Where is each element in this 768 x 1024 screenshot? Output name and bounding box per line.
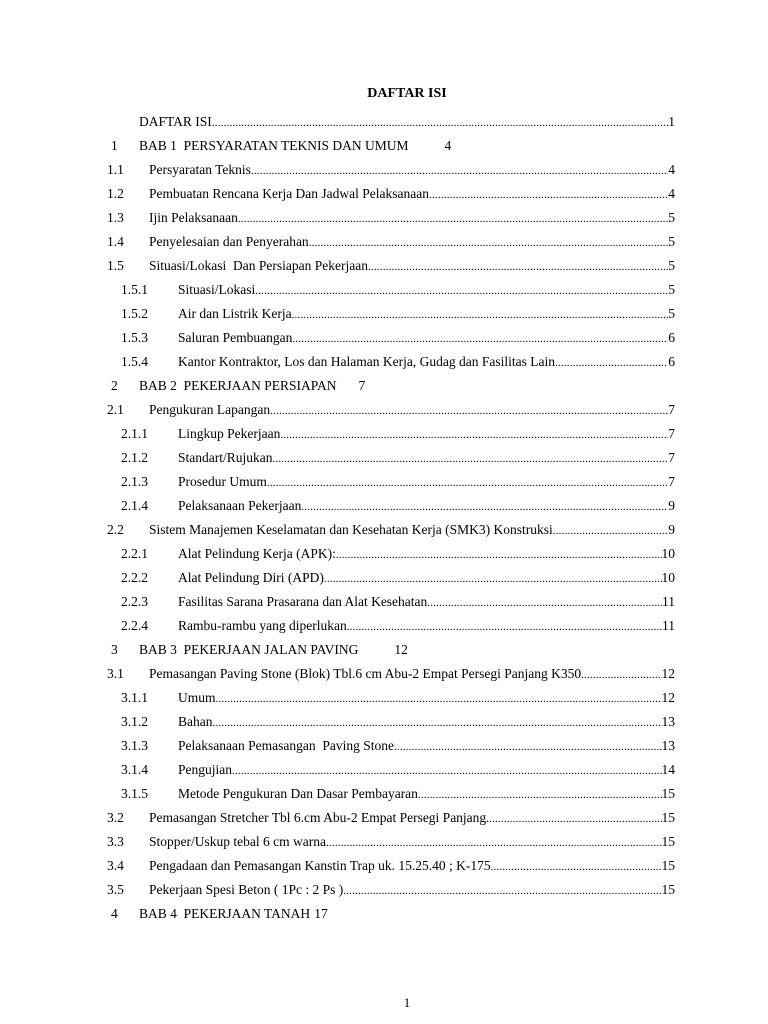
toc-number: 3.1.5 <box>121 786 148 801</box>
toc-entry[interactable] <box>0 400 768 420</box>
toc-number: 2.1.2 <box>121 450 148 465</box>
toc-title: Pembuatan Rencana Kerja Dan Jadwal Pelaksanaan <box>149 186 430 201</box>
toc-chapter[interactable] <box>0 904 768 924</box>
toc-page-number: 5 <box>668 234 675 249</box>
toc-number: 3.3 <box>107 834 124 849</box>
toc-number: 2.1.4 <box>121 498 148 513</box>
toc-title: Kantor Kontraktor, Los dan Halaman Kerja, Gudag dan Fasilitas Lain <box>178 354 555 369</box>
toc-number: 2.1.3 <box>121 474 148 489</box>
toc-page-number: 4 <box>668 162 675 177</box>
toc-title: Fasilitas Sarana Prasarana dan Alat Kesehatan <box>178 594 428 609</box>
toc-title: Alat Pelindung Kerja (APK): <box>178 546 336 561</box>
toc-number: 2 <box>111 378 118 393</box>
toc-chapter[interactable] <box>0 376 768 396</box>
toc-leader-dots <box>336 545 662 565</box>
toc-number: 3.1 <box>107 666 124 681</box>
toc-title: Lingkup Pekerjaan <box>178 426 281 441</box>
toc-page-number: 13 <box>661 738 675 753</box>
toc-chapter[interactable] <box>0 136 768 156</box>
toc-leader-dots <box>301 497 668 517</box>
toc-title: Umum <box>178 690 216 705</box>
toc-leader-dots <box>343 881 661 901</box>
toc-leader-dots <box>394 737 662 757</box>
toc-leader-dots <box>347 617 662 637</box>
toc-number: 1.4 <box>107 234 124 249</box>
toc-page-number: 13 <box>661 714 675 729</box>
toc-entry[interactable] <box>0 712 768 732</box>
toc-page-number: 15 <box>661 834 675 849</box>
toc-entry[interactable] <box>0 688 768 708</box>
toc-entry[interactable] <box>0 112 768 132</box>
toc-page-number: 6 <box>668 354 675 369</box>
toc-entry[interactable] <box>0 568 768 588</box>
toc-page-number: 4 <box>668 186 675 201</box>
toc-leader-dots <box>273 449 669 469</box>
toc-leader-dots <box>280 425 668 445</box>
toc-leader-dots <box>292 305 669 325</box>
toc-page-number: 7 <box>358 378 366 393</box>
toc-title: Standart/Rujukan <box>178 450 273 465</box>
toc-number: 1.2 <box>107 186 124 201</box>
toc-entry[interactable] <box>0 280 768 300</box>
toc-number: 1 <box>111 138 118 153</box>
toc-title: Pengujian <box>178 762 232 777</box>
toc-number: 2.2.1 <box>121 546 148 561</box>
toc-title: Situasi/Lokasi <box>178 282 256 297</box>
toc-entry[interactable] <box>0 544 768 564</box>
toc-title: Prosedur Umum <box>178 474 267 489</box>
toc-number: 2.2.2 <box>121 570 148 585</box>
toc-leader-dots <box>270 401 668 421</box>
toc-leader-dots <box>309 233 669 253</box>
toc-leader-dots <box>491 857 662 877</box>
toc-entry[interactable] <box>0 856 768 876</box>
toc-number: 1.5.4 <box>121 354 148 369</box>
toc-entry[interactable] <box>0 232 768 252</box>
toc-page-number: 5 <box>668 306 675 321</box>
toc-leader-dots <box>238 209 668 229</box>
toc-page-number: 7 <box>668 402 675 417</box>
toc-title: Pemasangan Paving Stone (Blok) Tbl.6 cm Abu-2 Empat Persegi Panjang K350 <box>149 666 582 681</box>
toc-page-number: 15 <box>661 858 675 873</box>
toc-leader-dots <box>555 353 668 373</box>
toc-leader-dots <box>368 257 668 277</box>
toc-number: 1.5 <box>107 258 124 273</box>
toc-number: 1.3 <box>107 210 124 225</box>
toc-page-number: 5 <box>668 258 675 273</box>
toc-entry[interactable] <box>0 352 768 372</box>
toc-number: 3.1.3 <box>121 738 148 753</box>
toc-page-number: 11 <box>662 618 675 633</box>
toc-number: 2.2.3 <box>121 594 148 609</box>
toc-number: 4 <box>111 906 118 921</box>
toc-entry[interactable] <box>0 616 768 636</box>
toc-number: 2.2 <box>107 522 124 537</box>
toc-page-number: 7 <box>668 426 675 441</box>
toc-title: Bahan <box>178 714 213 729</box>
toc-number: 3.1.4 <box>121 762 148 777</box>
toc-title: Metode Pengukuran Dan Dasar Pembayaran <box>178 786 418 801</box>
toc-title: Stopper/Uskup tebal 6 cm warna <box>149 834 326 849</box>
toc-entry[interactable] <box>0 448 768 468</box>
toc-number: 3.1.1 <box>121 690 148 705</box>
toc-page-number: 5 <box>668 282 675 297</box>
toc-title: Sistem Manajemen Keselamatan dan Kesehatan Kerja (SMK3) Konstruksi <box>149 522 553 537</box>
toc-entry[interactable] <box>0 760 768 780</box>
toc-page-number: 15 <box>661 882 675 897</box>
toc-page-number: 7 <box>668 450 675 465</box>
toc-entry[interactable] <box>0 328 768 348</box>
toc-entry[interactable] <box>0 520 768 540</box>
toc-page-number: 10 <box>661 546 675 561</box>
toc-leader-dots <box>267 473 668 493</box>
toc-title: Rambu-rambu yang diperlukan <box>178 618 347 633</box>
toc-number: 3.4 <box>107 858 124 873</box>
toc-page-number: 17 <box>314 906 328 921</box>
toc-leader-dots <box>255 281 668 301</box>
toc-page-number: 9 <box>668 522 675 537</box>
toc-page-number: 15 <box>661 786 675 801</box>
toc-entry[interactable] <box>0 832 768 852</box>
toc-leader-dots <box>486 809 661 829</box>
toc-leader-dots <box>251 161 668 181</box>
toc-leader-dots <box>213 713 662 733</box>
toc-number: 1.5.3 <box>121 330 148 345</box>
toc-title: Pemasangan Stretcher Tbl 6.cm Abu-2 Empat Persegi Panjang <box>149 810 487 825</box>
toc-page-number: 12 <box>661 690 675 705</box>
page-number: 1 <box>403 995 411 1010</box>
toc-page-number: 4 <box>444 138 452 153</box>
toc-number: 2.1 <box>107 402 124 417</box>
toc-number: 2.1.1 <box>121 426 148 441</box>
toc-entry[interactable] <box>0 472 768 492</box>
toc-title: Pekerjaan Spesi Beton ( 1Pc : 2 Ps ) <box>149 882 344 897</box>
toc-title: Pengadaan dan Pemasangan Kanstin Trap uk. 15.25.40 ; K-175 <box>149 858 491 873</box>
toc-page-number: 6 <box>668 330 675 345</box>
toc-number: 3.2 <box>107 810 124 825</box>
toc-number: 2.2.4 <box>121 618 148 633</box>
toc-number: 1.5.2 <box>121 306 148 321</box>
toc-title: Pelaksanaan Pemasangan Paving Stone <box>178 738 394 753</box>
toc-entry[interactable] <box>0 592 768 612</box>
toc-title: BAB 2 PEKERJAAN PERSIAPAN <box>139 378 337 393</box>
toc-chapter[interactable] <box>0 640 768 660</box>
toc-entry[interactable] <box>0 736 768 756</box>
toc-leader-dots <box>427 593 662 613</box>
toc-leader-dots <box>429 185 668 205</box>
toc-leader-dots <box>232 761 662 781</box>
toc-entry[interactable] <box>0 808 768 828</box>
toc-page-number: 12 <box>661 666 675 681</box>
toc-title: Pelaksanaan Pekerjaan <box>178 498 302 513</box>
toc-leader-dots <box>553 521 668 541</box>
toc-title: DAFTAR ISI <box>139 114 212 129</box>
toc-leader-dots <box>292 329 668 349</box>
toc-number: 1.5.1 <box>121 282 148 297</box>
toc-entry[interactable] <box>0 496 768 516</box>
toc-title: Penyelesaian dan Penyerahan <box>149 234 309 249</box>
toc-title: Ijin Pelaksanaan <box>149 210 238 225</box>
toc-number: 3 <box>111 642 118 657</box>
toc-page-number: 15 <box>661 810 675 825</box>
toc-leader-dots <box>581 665 661 685</box>
toc-entry[interactable] <box>0 424 768 444</box>
toc-title: Pengukuran Lapangan <box>149 402 271 417</box>
toc-title: Persyaratan Teknis <box>149 162 251 177</box>
toc-entry[interactable] <box>0 304 768 324</box>
toc-leader-dots <box>326 833 662 853</box>
toc-number: 3.1.2 <box>121 714 148 729</box>
toc-entry[interactable] <box>0 208 768 228</box>
toc-title: BAB 1 PERSYARATAN TEKNIS DAN UMUM <box>139 138 409 153</box>
toc-page-number: 14 <box>661 762 675 777</box>
toc-leader-dots <box>216 689 662 709</box>
toc-title: Situasi/Lokasi Dan Persiapan Pekerjaan <box>149 258 368 273</box>
toc-entry[interactable] <box>0 880 768 900</box>
toc-leader-dots <box>324 569 662 589</box>
toc-title: BAB 4 PEKERJAAN TANAH <box>139 906 311 921</box>
toc-number: 3.5 <box>107 882 124 897</box>
toc-number: 1.1 <box>107 162 124 177</box>
toc-title: Saluran Pembuangan <box>178 330 293 345</box>
toc-page-number: 9 <box>668 498 675 513</box>
toc-entry[interactable] <box>0 184 768 204</box>
toc-page-number: 11 <box>662 594 675 609</box>
toc-page-number: 7 <box>668 474 675 489</box>
page-title: DAFTAR ISI <box>367 86 447 101</box>
toc-title: Alat Pelindung Diri (APD) <box>178 570 324 585</box>
toc-entry[interactable] <box>0 664 768 684</box>
toc-leader-dots <box>212 113 668 133</box>
toc-page-number: 5 <box>668 210 675 225</box>
toc-page-number: 12 <box>394 642 408 657</box>
toc-leader-dots <box>418 785 662 805</box>
toc-entry[interactable] <box>0 256 768 276</box>
toc-title: Air dan Listrik Kerja <box>178 306 292 321</box>
toc-page-number: 1 <box>668 114 675 129</box>
toc-entry[interactable] <box>0 160 768 180</box>
toc-title: BAB 3 PEKERJAAN JALAN PAVING <box>139 642 359 657</box>
toc-entry[interactable] <box>0 784 768 804</box>
toc-page-number: 10 <box>661 570 675 585</box>
